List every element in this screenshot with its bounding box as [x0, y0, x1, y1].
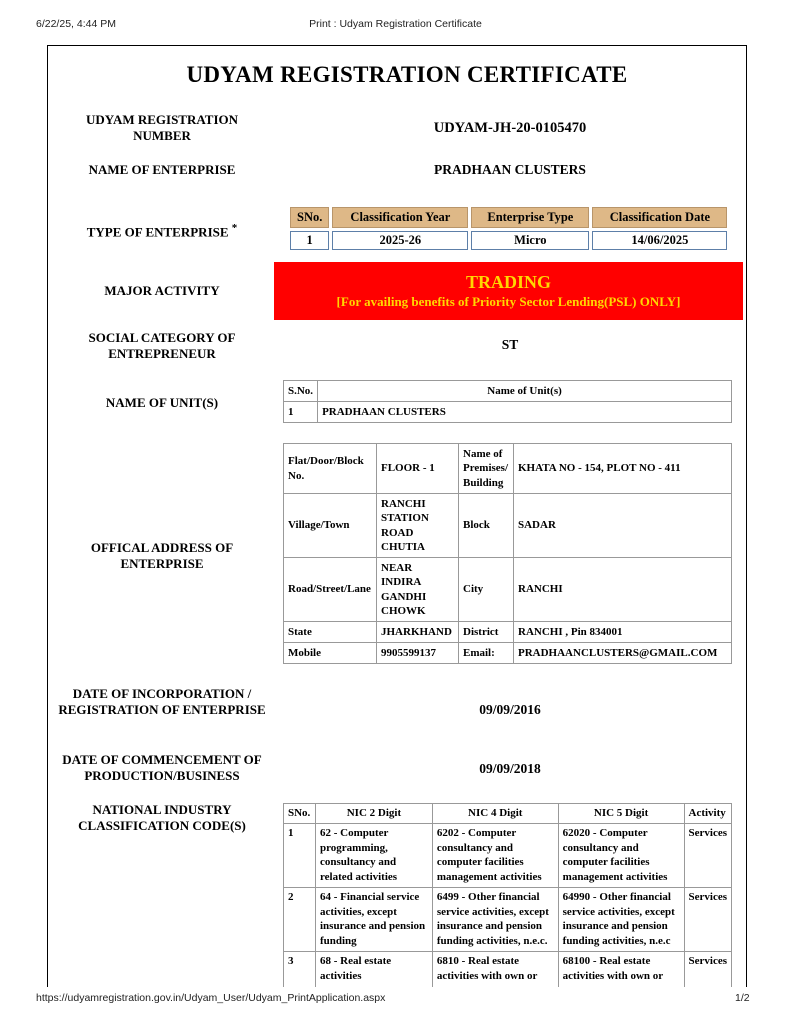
nic-activity: Services: [684, 888, 731, 952]
incorporation-label: DATE OF INCORPORATION / REGISTRATION OF ENTERPRISE: [58, 686, 266, 717]
enterprise-type-label: [62, 220, 262, 240]
road-value: NEAR INDIRA GANDHI CHOWK: [377, 558, 459, 622]
address-table: [283, 443, 732, 664]
state-value: JHARKHAND: [377, 622, 459, 643]
classification-row: [290, 231, 727, 250]
certificate-title: UDYAM REGISTRATION CERTIFICATE: [186, 62, 628, 87]
nic5-code: 68100 - Real estate activities with own or: [558, 952, 684, 992]
address-row-road: [284, 558, 732, 622]
print-datetime: 6/22/25, 4:44 PM: [36, 18, 116, 30]
commencement-label: DATE OF COMMENCEMENT OF PRODUCTION/BUSINESS: [62, 752, 262, 783]
col-type-header: Enterprise Type: [471, 207, 589, 228]
mobile-value: 9905599137: [377, 643, 459, 664]
social-category-value: ST: [501, 337, 519, 352]
block-value: SADAR: [514, 494, 732, 558]
enterprise-name-label: NAME OF ENTERPRISE: [88, 162, 236, 177]
nic-sno: 3: [284, 952, 316, 992]
enterprise-type-label-text: TYPE OF ENTERPRISE: [86, 224, 229, 240]
address-row-state: [284, 622, 732, 643]
print-page-title: Print : Udyam Registration Certificate: [309, 18, 482, 30]
flat-label: Flat/Door/Block No.: [284, 444, 377, 494]
address-label: OFFICAL ADDRESS OF ENTERPRISE: [90, 540, 234, 571]
nic4-code: 6202 - Computer consultancy and computer facilities management activities: [432, 824, 558, 888]
nic4-code: 6810 - Real estate activities with own or: [432, 952, 558, 992]
registration-number-value: UDYAM-JH-20-0105470: [433, 120, 587, 136]
required-asterisk: *: [231, 222, 238, 234]
flat-value: FLOOR - 1: [377, 444, 459, 494]
classification-date: 14/06/2025: [592, 231, 727, 250]
nic-label: NATIONAL INDUSTRY CLASSIFICATION CODE(S): [78, 802, 246, 833]
nic-header-row: [284, 804, 732, 824]
block-label: Block: [459, 494, 514, 558]
nic2-code: 68 - Real estate activities: [315, 952, 432, 992]
units-row: [284, 402, 732, 423]
nic4-header: NIC 4 Digit: [432, 804, 558, 824]
social-category-label: SOCIAL CATEGORY OF ENTREPRENEUR: [88, 330, 236, 361]
incorporation-value: 09/09/2016: [479, 702, 541, 717]
major-activity-label: MAJOR ACTIVITY: [104, 283, 220, 298]
classification-year: 2025-26: [332, 231, 468, 250]
classification-header-row: [290, 207, 727, 228]
nic-activity: Services: [684, 824, 731, 888]
nic2-header: NIC 2 Digit: [315, 804, 432, 824]
city-value: RANCHI: [514, 558, 732, 622]
nic-table: [283, 803, 732, 992]
district-value: RANCHI , Pin 834001: [514, 622, 732, 643]
print-url: https://udyamregistration.gov.in/Udyam_User/Udyam_PrintApplication.aspx: [36, 992, 386, 1004]
classification-type: Micro: [471, 231, 589, 250]
col-year-header: Classification Year: [332, 207, 468, 228]
activity-header: Activity: [684, 804, 731, 824]
units-header-row: [284, 381, 732, 402]
nic-activity: Services: [684, 952, 731, 992]
nic-sno-header: SNo.: [284, 804, 316, 824]
registration-number-label: UDYAM REGISTRATION NUMBER: [85, 112, 239, 143]
nic2-code: 64 - Financial service activities, except insurance and pension funding: [315, 888, 432, 952]
nic5-header: NIC 5 Digit: [558, 804, 684, 824]
nic2-code: 62 - Computer programming, consultancy and related activities: [315, 824, 432, 888]
district-label: District: [459, 622, 514, 643]
units-name-header: Name of Unit(s): [318, 381, 732, 402]
address-row-village: [284, 494, 732, 558]
nic-row: [284, 888, 732, 952]
state-label: State: [284, 622, 377, 643]
commencement-value: 09/09/2018: [479, 761, 541, 776]
col-sno-header: SNo.: [290, 207, 329, 228]
city-label: City: [459, 558, 514, 622]
psl-note: [For availing benefits of Priority Sector Lending(PSL) ONLY]: [336, 294, 681, 309]
address-row-mobile: [284, 643, 732, 664]
road-label: Road/Street/Lane: [284, 558, 377, 622]
nic-sno: 1: [284, 824, 316, 888]
enterprise-name-value: PRADHAAN CLUSTERS: [434, 162, 586, 177]
premises-value: KHATA NO - 154, PLOT NO - 411: [514, 444, 732, 494]
email-value: PRADHAANCLUSTERS@GMAIL.COM: [514, 643, 732, 664]
units-sno: 1: [284, 402, 318, 423]
print-page-number: 1/2: [735, 992, 750, 1004]
mobile-label: Mobile: [284, 643, 377, 664]
classification-sno: 1: [290, 231, 329, 250]
major-activity-banner: [274, 262, 743, 320]
nic4-code: 6499 - Other financial service activities, except insurance and pension funding activities, n.e.c.: [432, 888, 558, 952]
units-sno-header: S.No.: [284, 381, 318, 402]
nic5-code: 62020 - Computer consultancy and computer facilities management activities: [558, 824, 684, 888]
village-label: Village/Town: [284, 494, 377, 558]
col-date-header: Classification Date: [592, 207, 727, 228]
units-label: NAME OF UNIT(S): [105, 395, 219, 410]
nic-sno: 2: [284, 888, 316, 952]
nic5-code: 64990 - Other financial service activities, except insurance and pension funding activities, n.e.c: [558, 888, 684, 952]
email-label: Email:: [459, 643, 514, 664]
premises-label: Name of Premises/ Building: [459, 444, 514, 494]
nic-row: [284, 952, 732, 992]
units-name: PRADHAAN CLUSTERS: [318, 402, 732, 423]
address-row-flat: [284, 444, 732, 494]
units-table: [283, 380, 732, 423]
classification-table: [287, 204, 730, 253]
nic-row: [284, 824, 732, 888]
village-value: RANCHI STATION ROAD CHUTIA: [377, 494, 459, 558]
major-activity-value: TRADING: [465, 272, 551, 292]
